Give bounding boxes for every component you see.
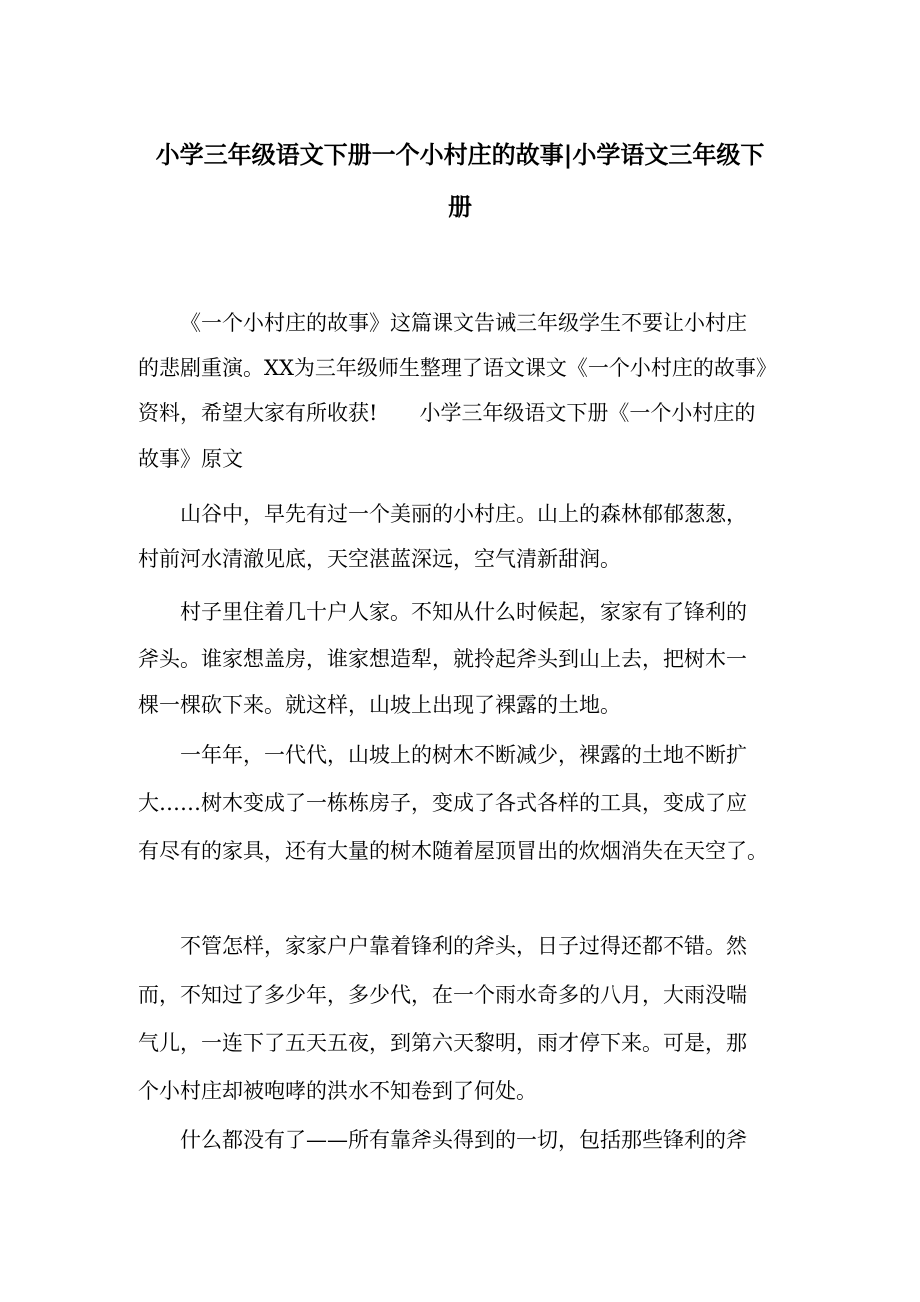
intro-line-4: 故事》原文 (138, 447, 243, 471)
paragraph-2-line-2: 斧头。谁家想盖房，谁家想造犁，就拎起斧头到山上去，把树木一 (138, 647, 747, 671)
paragraph-3-line-1: 一年年，一代代，山坡上的树木不断减少，裸露的土地不断扩 (180, 743, 747, 767)
paragraph-3-line-3: 有尽有的家具，还有大量的树木随着屋顶冒出的炊烟消失在天空了。 (138, 839, 768, 863)
paragraph-2-line-1: 村子里住着几十户人家。不知从什么时候起，家家有了锋利的 (180, 600, 747, 624)
paragraph-4-line-2: 而，不知过了多少年，多少代，在一个雨水奇多的八月，大雨没喘 (138, 983, 747, 1007)
title-line-1: 小学三年级语文下册一个小村庄的故事|小学语文三年级下 (155, 141, 765, 169)
intro-line-1: 《一个小村庄的故事》这篇课文告诫三年级学生不要让小村庄 (180, 311, 747, 335)
paragraph-2-line-3: 棵一棵砍下来。就这样，山坡上出现了裸露的土地。 (138, 693, 621, 717)
paragraph-4-line-4: 个小村庄却被咆哮的洪水不知卷到了何处。 (138, 1079, 537, 1103)
paragraph-3-line-2: 大……树木变成了一栋栋房子，变成了各式各样的工具，变成了应 (138, 791, 747, 815)
paragraph-1-line-1: 山谷中，早先有过一个美丽的小村庄。山上的森林郁郁葱葱， (180, 502, 747, 526)
title-line-2: 册 (448, 193, 472, 221)
intro-line-3: 资料，希望大家有所收获! 小学三年级语文下册《一个小村庄的 (138, 401, 756, 425)
paragraph-1-line-2: 村前河水清澈见底，天空湛蓝深远，空气清新甜润。 (138, 547, 621, 571)
paragraph-4-line-3: 气儿，一连下了五天五夜，到第六天黎明，雨才停下来。可是，那 (138, 1031, 747, 1055)
intro-line-2: 的悲剧重演。XX为三年级师生整理了语文课文《一个小村庄的故事》 (138, 356, 777, 380)
paragraph-4-line-1: 不管怎样，家家户户靠着锋利的斧头，日子过得还都不错。然 (180, 934, 747, 958)
paragraph-5-line-1: 什么都没有了——所有靠斧头得到的一切，包括那些锋利的斧 (180, 1128, 747, 1152)
